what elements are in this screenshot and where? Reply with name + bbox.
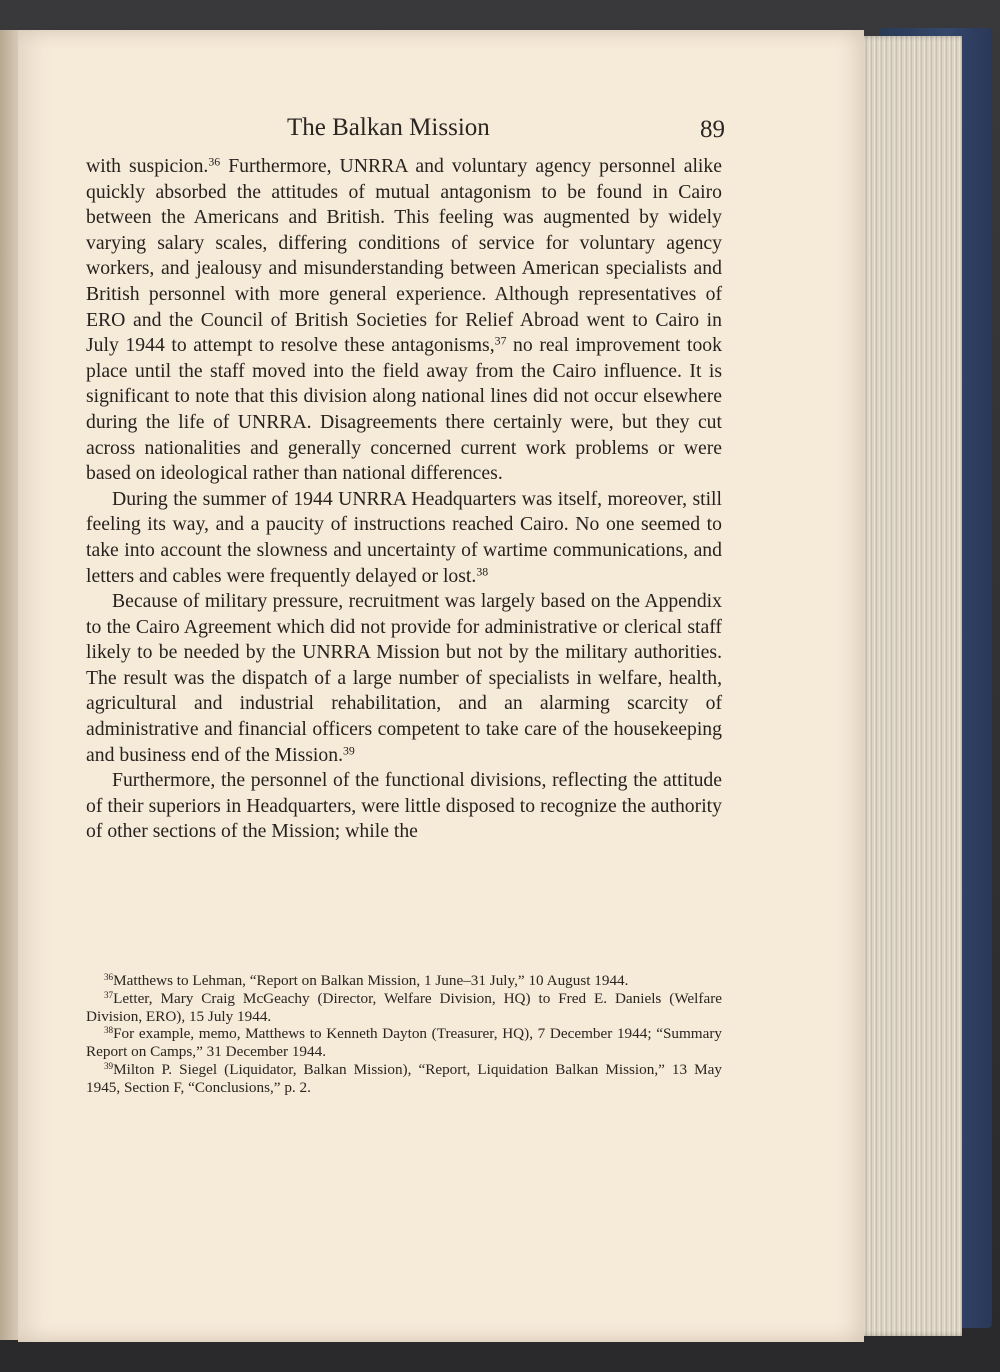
footnote-text: For example, memo, Matthews to Kenneth Dayton (Treasurer, HQ), 7 December 1944; “Summary Report on Camps,” 31 December 1944. bbox=[86, 1025, 722, 1061]
footnote-number: 36 bbox=[104, 971, 114, 982]
footnote-ref: 36 bbox=[208, 154, 221, 169]
text-run: During the summer of 1944 UNRRA Headquarters was itself, moreover, still feeling its way, and a paucity of instructions reached Cairo. No one seemed to take into account the slowness and uncertainty of wartime communications, and letters and cables were frequently delayed or lost. bbox=[86, 487, 722, 587]
paragraph bbox=[86, 768, 722, 845]
footnote-number: 39 bbox=[104, 1060, 114, 1071]
text-run: Furthermore, UNRRA and voluntary agency personnel alike quickly absorbed the attitudes of mutual antagonism to be found in Cairo between the Americans and British. This feeling was augmented by widely varying salary scales, differing conditions of service for voluntary agency workers, and jealousy and misunderstanding between American specialists and British personnel with more general experience. Although representatives of ERO and the Council of British Societies for Relief Abroad went to Cairo in July 1944 to attempt to resolve these antagonisms, bbox=[86, 155, 722, 357]
page-number: 89 bbox=[700, 116, 725, 143]
footnote-text: Matthews to Lehman, “Report on Balkan Mission, 1 June–31 July,” 10 August 1944. bbox=[113, 972, 629, 989]
footnote bbox=[86, 990, 722, 1026]
text-run: Because of military pressure, recruitment was largely based on the Appendix to the Cairo Agreement which did not provide for administrative or clerical staff likely to be needed by the UNRRA Mission but not by the military authorities. The result was the dispatch of a large number of specialists in welfare, health, agricultural and industrial rehabilitation, and an alarming scarcity of administrative and financial officers competent to take care of the housekeeping and business end of the Mission. bbox=[86, 590, 722, 766]
paragraph bbox=[86, 154, 722, 487]
footnote-text: Letter, Mary Craig McGeachy (Director, Welfare Division, HQ) to Fred E. Daniels (Welfare Division, ERO), 15 July 1944. bbox=[86, 989, 722, 1025]
footnote-ref: 39 bbox=[343, 743, 355, 758]
body-text bbox=[86, 154, 722, 845]
text-run: Furthermore, the personnel of the functional divisions, reflecting the attitude of their superiors in Headquarters, were little disposed to recognize the authority of other sections of the Mission; while the bbox=[86, 769, 722, 843]
footnotes bbox=[86, 972, 722, 1097]
footnote-ref: 38 bbox=[476, 564, 489, 578]
footnote-text: Milton P. Siegel (Liquidator, Balkan Mission), “Report, Liquidation Balkan Mission,” 13 May 1945, Section F, “Conclusions,” p. 2. bbox=[86, 1060, 722, 1096]
paragraph bbox=[86, 487, 722, 589]
running-header bbox=[287, 114, 737, 150]
footnote bbox=[86, 972, 722, 990]
text-run: with suspicion. bbox=[86, 155, 209, 177]
text-run: no real improvement took place until the staff moved into the field away from the Cairo influence. It is significant to note that this division along national lines did not occur elsewhere during the life of UNRRA. Disagreements there certainly were, but they cut across nationalities and generally concerned current work problems or were based on ideological rather than national differences. bbox=[86, 334, 722, 485]
footnote-number: 37 bbox=[104, 989, 114, 1000]
footnote-ref: 37 bbox=[494, 333, 507, 348]
footnote bbox=[86, 1061, 722, 1097]
footnote bbox=[86, 1025, 722, 1061]
page-block-edge bbox=[858, 36, 962, 1336]
footnote-number: 38 bbox=[104, 1025, 114, 1036]
paragraph bbox=[86, 589, 722, 768]
running-title: The Balkan Mission bbox=[287, 114, 490, 141]
